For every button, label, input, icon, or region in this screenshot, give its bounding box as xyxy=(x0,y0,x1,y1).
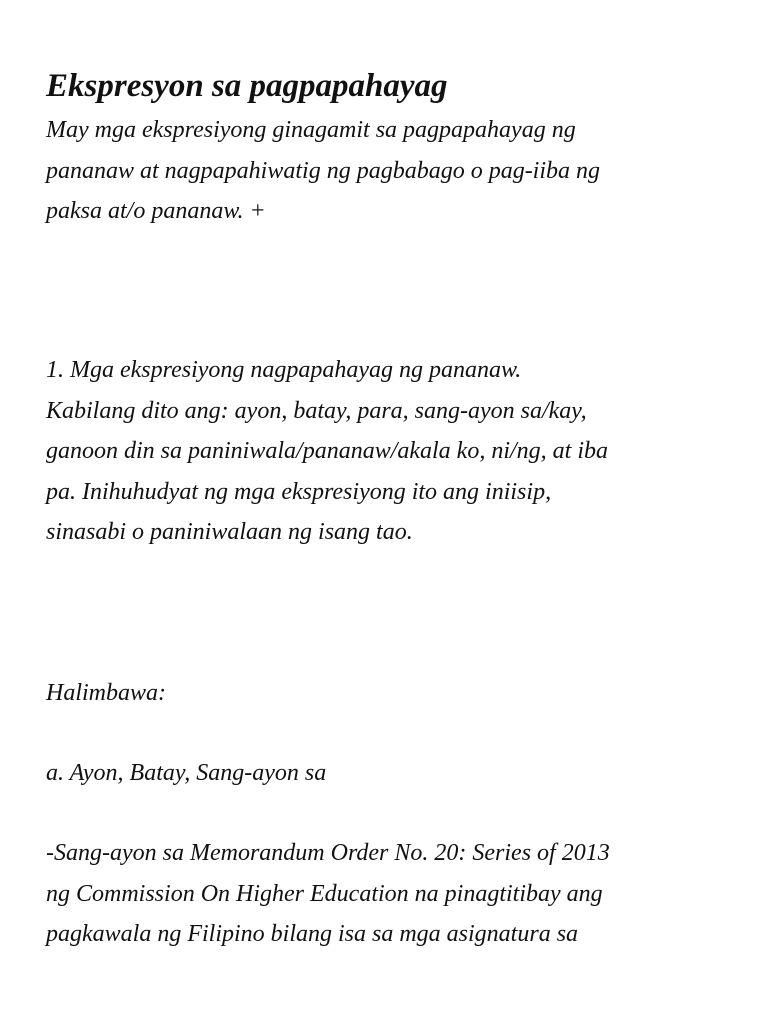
example-paragraph xyxy=(46,833,736,955)
item-one-line: Kabilang dito ang: ayon, batay, para, sang-ayon sa/kay, xyxy=(46,397,587,424)
item-one-line: sinasabi o paniniwalaan ng isang tao. xyxy=(46,519,413,545)
item-one-line: ganoon din sa paniniwala/pananaw/akala ko, ni/ng, at iba xyxy=(46,438,609,464)
example-line: ng Commission On Higher Education na pinagtitibay ang xyxy=(46,880,603,907)
sub-item-a-text: a. Ayon, Batay, Sang-ayon sa xyxy=(46,760,327,786)
item-one-line: 1. Mga ekspresiyong nagpapahayag ng pananaw. xyxy=(46,357,522,383)
intro-line: paksa at/o pananaw. + xyxy=(46,198,266,224)
example-line: -Sang-ayon sa Memorandum Order No. 20: Series of 2013 xyxy=(46,840,610,866)
intro-paragraph xyxy=(46,110,736,232)
halimbawa-text: Halimbawa: xyxy=(46,680,166,706)
intro-line: pananaw at nagpapahiwatig ng pagbabago o pag-iiba ng xyxy=(46,157,601,184)
halimbawa-label xyxy=(46,673,736,714)
item-one-paragraph xyxy=(46,350,736,553)
document-title: Ekspresyon sa pagpapahayag xyxy=(46,68,448,104)
sub-item-a xyxy=(46,753,736,794)
example-line: pagkawala ng Filipino bilang isa sa mga asignatura sa xyxy=(46,921,579,947)
item-one-line: pa. Inihuhudyat ng mga ekspresiyong ito ang iniisip, xyxy=(46,478,552,505)
intro-line: May mga ekspresiyong ginagamit sa pagpapahayag ng xyxy=(46,117,576,143)
